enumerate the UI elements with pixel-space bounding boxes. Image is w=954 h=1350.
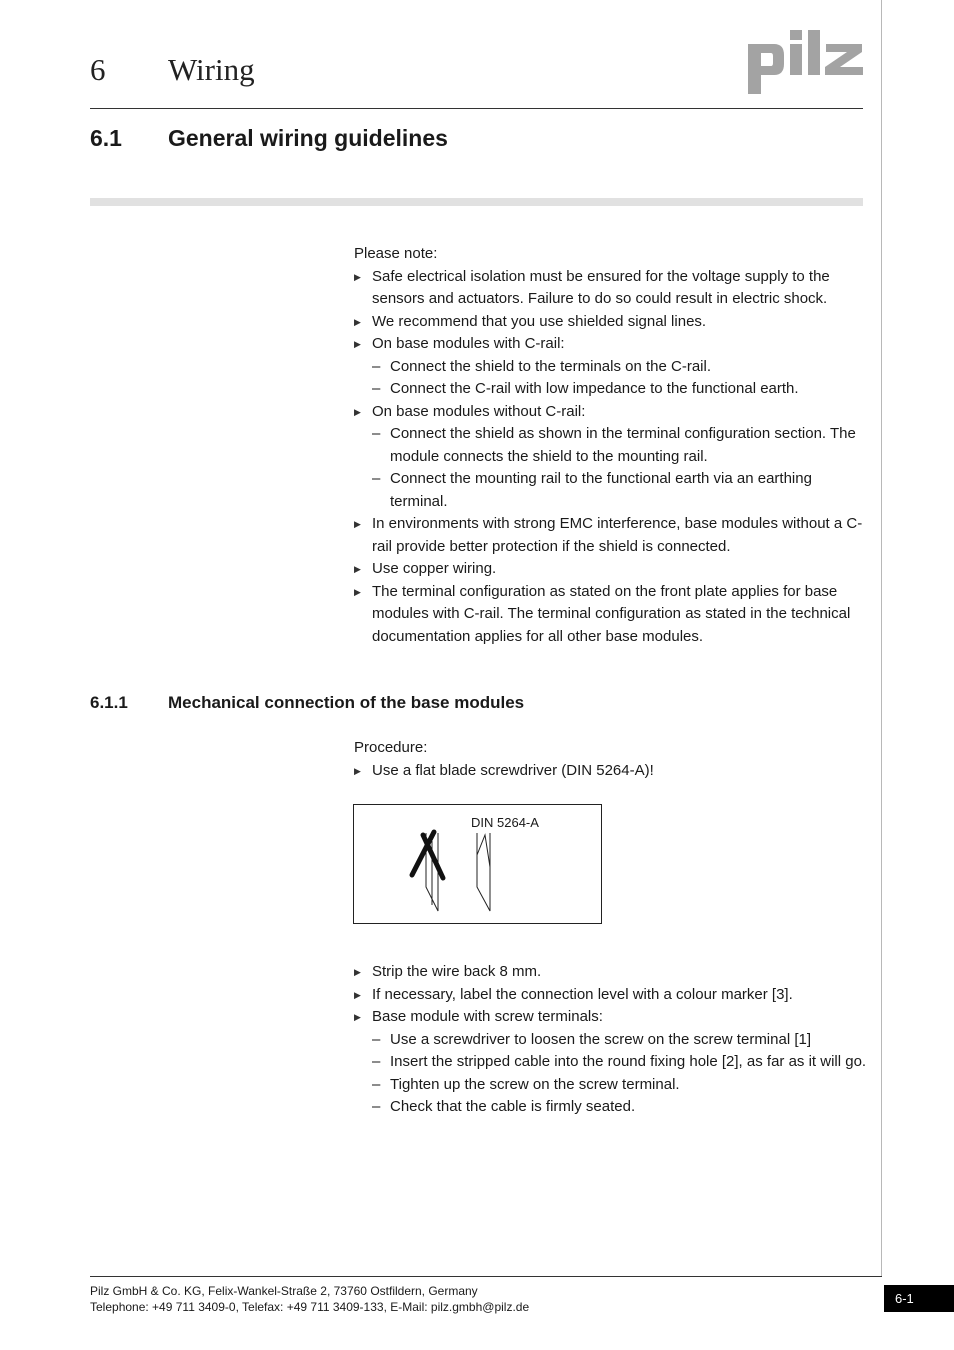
list-item <box>354 581 869 649</box>
figure-label: DIN 5264-A <box>471 815 539 830</box>
dash-marker: – <box>372 1030 381 1048</box>
sub-list-item-text: Check that the cable is firmly seated. <box>390 1098 636 1115</box>
bullet-triangle-icon: ▶ <box>354 406 361 417</box>
sub-list-item-text: Connect the C-rail with low impedance to the functional earth. <box>390 380 799 397</box>
subsection-title: Mechanical connection of the base modules <box>168 693 525 712</box>
chapter-number: 6 <box>90 52 106 87</box>
list-item <box>354 760 869 783</box>
header-rule <box>90 108 863 109</box>
section-title: General wiring guidelines <box>168 125 448 151</box>
sub-list-item <box>354 468 869 513</box>
dash-marker: – <box>372 1098 381 1115</box>
sub-list-item-text: Connect the shield as shown in the terminal configuration section. The module connects the shield to the mounting rail. <box>390 425 856 465</box>
sub-list-item-text: Connect the mounting rail to the functional earth via an earthing terminal. <box>390 470 812 510</box>
list-item <box>354 961 869 984</box>
list-item-text: Use a flat blade screwdriver (DIN 5264-A)! <box>372 761 654 779</box>
list-item-text: Strip the wire back 8 mm. <box>372 963 542 980</box>
margin-rule <box>881 0 882 1277</box>
bullet-triangle-icon: ▶ <box>354 586 361 597</box>
dash-marker: – <box>372 425 381 442</box>
screwdriver-figure <box>353 804 602 924</box>
bullet-triangle-icon: ▶ <box>354 1012 361 1022</box>
dash-marker: – <box>372 380 381 397</box>
bullet-triangle-icon: ▶ <box>354 271 361 282</box>
procedure-block <box>354 737 869 782</box>
sub-list-item <box>354 1096 869 1119</box>
sub-list-item-text: Use a screwdriver to loosen the screw on the screw terminal [1] <box>390 1030 812 1048</box>
list-item <box>354 311 869 334</box>
wiring-notes <box>354 243 869 648</box>
dash-marker: – <box>372 357 381 375</box>
procedure-intro: Procedure: <box>354 739 428 756</box>
subsection-number: 6.1.1 <box>90 693 128 712</box>
list-item <box>354 401 869 424</box>
footer-address: Pilz GmbH & Co. KG, Felix-Wankel-Straße 2, 73760 Ostfildern, Germany <box>90 1284 478 1298</box>
bullet-triangle-icon: ▶ <box>354 765 361 776</box>
section-number: 6.1 <box>90 125 122 151</box>
list-item-text: Use copper wiring. <box>372 560 497 577</box>
dash-marker: – <box>372 1053 381 1070</box>
dash-marker: – <box>372 470 381 487</box>
bullet-triangle-icon: ▶ <box>354 564 361 574</box>
notes-intro: Please note: <box>354 245 438 262</box>
dash-marker: – <box>372 1075 381 1093</box>
list-item <box>354 1006 869 1029</box>
section-divider-bar <box>90 198 863 206</box>
bullet-triangle-icon: ▶ <box>354 316 361 327</box>
list-item-text: Safe electrical isolation must be ensured for the voltage supply to the sensors and actuators. Failure to do so could result in electric shock. <box>372 267 830 307</box>
list-item-text: On base modules without C-rail: <box>372 402 586 420</box>
sub-list-item <box>354 378 869 401</box>
sub-list-item <box>354 1074 869 1097</box>
sub-list-item-text: Insert the stripped cable into the round fixing hole [2], as far as it will go. <box>390 1053 867 1070</box>
sub-list-item <box>354 1051 869 1074</box>
list-item <box>354 266 869 311</box>
wiring-steps <box>354 961 869 1119</box>
list-item <box>354 558 869 581</box>
sub-list-item-text: Connect the shield to the terminals on the C-rail. <box>390 357 711 375</box>
sub-list-item <box>354 356 869 379</box>
list-item-text: The terminal configuration as stated on the front plate applies for base modules with C-rail. The terminal configuration as stated in the technical documentation applies for all other base modules. <box>372 582 851 645</box>
bullet-triangle-icon: ▶ <box>354 989 361 1000</box>
list-item <box>354 513 869 558</box>
list-item-text: If necessary, label the connection level with a colour marker [3]. <box>372 985 793 1003</box>
sub-list-item-text: Tighten up the screw on the screw terminal. <box>390 1075 680 1093</box>
list-item-text: On base modules with C-rail: <box>372 335 565 352</box>
bullet-triangle-icon: ▶ <box>354 339 361 349</box>
footer-rule <box>90 1276 882 1277</box>
chapter-title: Wiring <box>168 52 255 87</box>
list-item-text: We recommend that you use shielded signal lines. <box>372 312 707 330</box>
footer-contact: Telephone: +49 711 3409-0, Telefax: +49 711 3409-133, E-Mail: pilz.gmbh@pilz.de <box>90 1300 530 1314</box>
list-item <box>354 984 869 1007</box>
list-item-text: In environments with strong EMC interference, base modules without a C-rail provide better protection if the shield is connected. <box>372 515 863 555</box>
list-item-text: Base module with screw terminals: <box>372 1008 603 1025</box>
bullet-triangle-icon: ▶ <box>354 967 361 977</box>
page-number: 6-1 <box>884 1285 954 1312</box>
sub-list-item <box>354 1029 869 1052</box>
list-item <box>354 333 869 356</box>
pilz-logo <box>748 28 864 96</box>
sub-list-item <box>354 423 869 468</box>
screwdriver-illustration <box>354 805 601 923</box>
bullet-triangle-icon: ▶ <box>354 519 361 529</box>
